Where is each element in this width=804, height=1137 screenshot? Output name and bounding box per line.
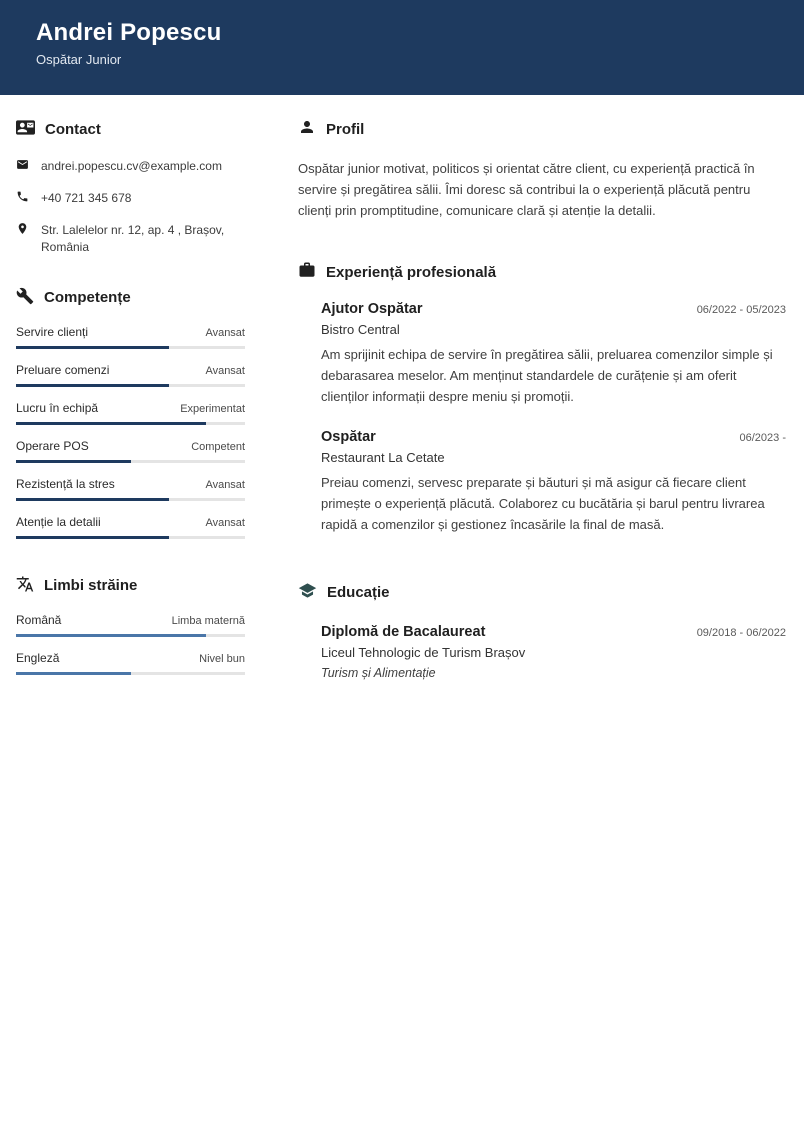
- skill-row: [16, 439, 245, 463]
- phone-icon: [16, 189, 29, 207]
- contact-heading: [16, 118, 245, 141]
- school-name: Liceul Tehnologic de Turism Brașov: [321, 645, 526, 661]
- experience-heading-label: Experiență profesională: [326, 263, 497, 281]
- skill-level: Avansat: [205, 326, 245, 339]
- job-description: Am sprijinit echipa de servire în pregătirea sălii, preluarea comenzilor simple și debarasarea meselor. Am menținut standardele de curățenie și am oferit clienților informații despre meniu și promoții.: [321, 347, 773, 405]
- education-dates: 09/2018 - 06/2022: [696, 627, 786, 640]
- skill-level: Avansat: [205, 516, 245, 529]
- skill-name: Preluare comenzi: [16, 362, 110, 377]
- language-bar-track: [16, 672, 245, 675]
- contact-section: [16, 118, 245, 255]
- skill-bar-fill: [16, 346, 169, 349]
- study-field: Turism și Alimentație: [321, 666, 436, 681]
- language-level: Nivel bun: [199, 652, 245, 665]
- education-heading: [298, 581, 786, 604]
- skill-bar-track: [16, 460, 245, 463]
- contact-address-row: [16, 221, 245, 254]
- translate-icon: [16, 575, 34, 597]
- skill-bar-track: [16, 346, 245, 349]
- job-title: Ajutor Ospătar: [321, 301, 423, 318]
- languages-section: [16, 575, 245, 675]
- job-company: Bistro Central: [321, 322, 400, 338]
- skill-bar-fill: [16, 498, 169, 501]
- person-job-title: Ospătar Junior: [36, 52, 122, 67]
- skill-name: Servire clienți: [16, 324, 89, 339]
- job-dates: 06/2023 -: [739, 432, 786, 445]
- email-icon: [16, 157, 29, 175]
- skill-level: Experimentat: [180, 402, 245, 415]
- language-bar-fill: [16, 672, 131, 675]
- skill-name: Rezistență la stres: [16, 476, 115, 491]
- address-value: Str. Lalelelor nr. 12, ap. 4 , Brașov, România: [41, 223, 225, 254]
- skill-bar-fill: [16, 384, 169, 387]
- skill-row: [16, 401, 245, 425]
- skill-bar-track: [16, 422, 245, 425]
- skill-level: Avansat: [205, 364, 245, 377]
- education-entry: [321, 624, 786, 680]
- cv-header: [0, 0, 804, 95]
- language-level: Limba maternă: [171, 614, 245, 627]
- profile-heading: [298, 118, 786, 140]
- contact-heading-label: Contact: [45, 121, 101, 138]
- languages-heading: [16, 575, 245, 597]
- skill-bar-fill: [16, 536, 169, 539]
- education-section: [298, 581, 786, 680]
- left-column: [16, 118, 245, 705]
- skills-section: [16, 287, 245, 539]
- profile-heading-label: Profil: [326, 120, 365, 138]
- skill-name: Lucru în echipă: [16, 400, 99, 415]
- skill-bar-fill: [16, 460, 131, 463]
- skill-level: Avansat: [205, 478, 245, 491]
- skill-name: Operare POS: [16, 438, 89, 453]
- profile-text: Ospătar junior motivat, politicos și orientat către client, cu experiență practică în servire și pregătirea sălii. Îmi doresc să contribui la o experiență plăcută pentru clienți prin promptitudine, comunicare clară și atenție la detalii.: [298, 161, 755, 219]
- education-heading-label: Educație: [327, 584, 390, 602]
- skill-bar-track: [16, 498, 245, 501]
- language-row: [16, 651, 245, 675]
- skill-row: [16, 325, 245, 349]
- language-name: Engleză: [16, 650, 60, 665]
- experience-entry: [321, 429, 786, 535]
- person-name: Andrei Popescu: [36, 19, 222, 46]
- skill-row: [16, 363, 245, 387]
- location-pin-icon: [16, 221, 29, 239]
- job-dates: 06/2022 - 05/2023: [696, 304, 786, 317]
- experience-section: [298, 261, 786, 535]
- degree-title: Diplomă de Bacalaureat: [321, 624, 486, 641]
- contact-phone-row: [16, 189, 245, 207]
- cv-body: [0, 95, 804, 705]
- language-bar-track: [16, 634, 245, 637]
- job-company: Restaurant La Cetate: [321, 450, 445, 466]
- profile-section: [298, 118, 786, 221]
- language-bar-fill: [16, 634, 206, 637]
- job-description: Preiau comenzi, servesc preparate și băuturi și mă asigur că fiecare client primește o experiență plăcută. Colaborez cu bucătăria și barul pentru livrarea rapidă a comenzilor și gestionez încasările la final de masă.: [321, 475, 765, 533]
- skill-row: [16, 515, 245, 539]
- experience-heading: [298, 261, 786, 283]
- phone-value: +40 721 345 678: [41, 191, 132, 206]
- email-value: andrei.popescu.cv@example.com: [41, 159, 222, 173]
- experience-entry: [321, 301, 786, 407]
- wrench-icon: [16, 287, 34, 309]
- language-name: Română: [16, 612, 62, 627]
- skill-bar-track: [16, 536, 245, 539]
- contact-card-icon: [16, 118, 35, 141]
- contact-email-row: [16, 157, 245, 175]
- skill-bar-track: [16, 384, 245, 387]
- skill-name: Atenție la detalii: [16, 514, 101, 529]
- language-row: [16, 613, 245, 637]
- languages-heading-label: Limbi străine: [44, 577, 138, 595]
- person-icon: [298, 118, 316, 140]
- briefcase-icon: [298, 261, 316, 283]
- right-column: [298, 118, 786, 705]
- job-title: Ospătar: [321, 429, 376, 446]
- skills-heading: [16, 287, 245, 309]
- skill-row: [16, 477, 245, 501]
- skills-heading-label: Competențe: [44, 289, 131, 307]
- graduation-cap-icon: [298, 581, 317, 604]
- skill-level: Competent: [191, 440, 245, 453]
- skill-bar-fill: [16, 422, 206, 425]
